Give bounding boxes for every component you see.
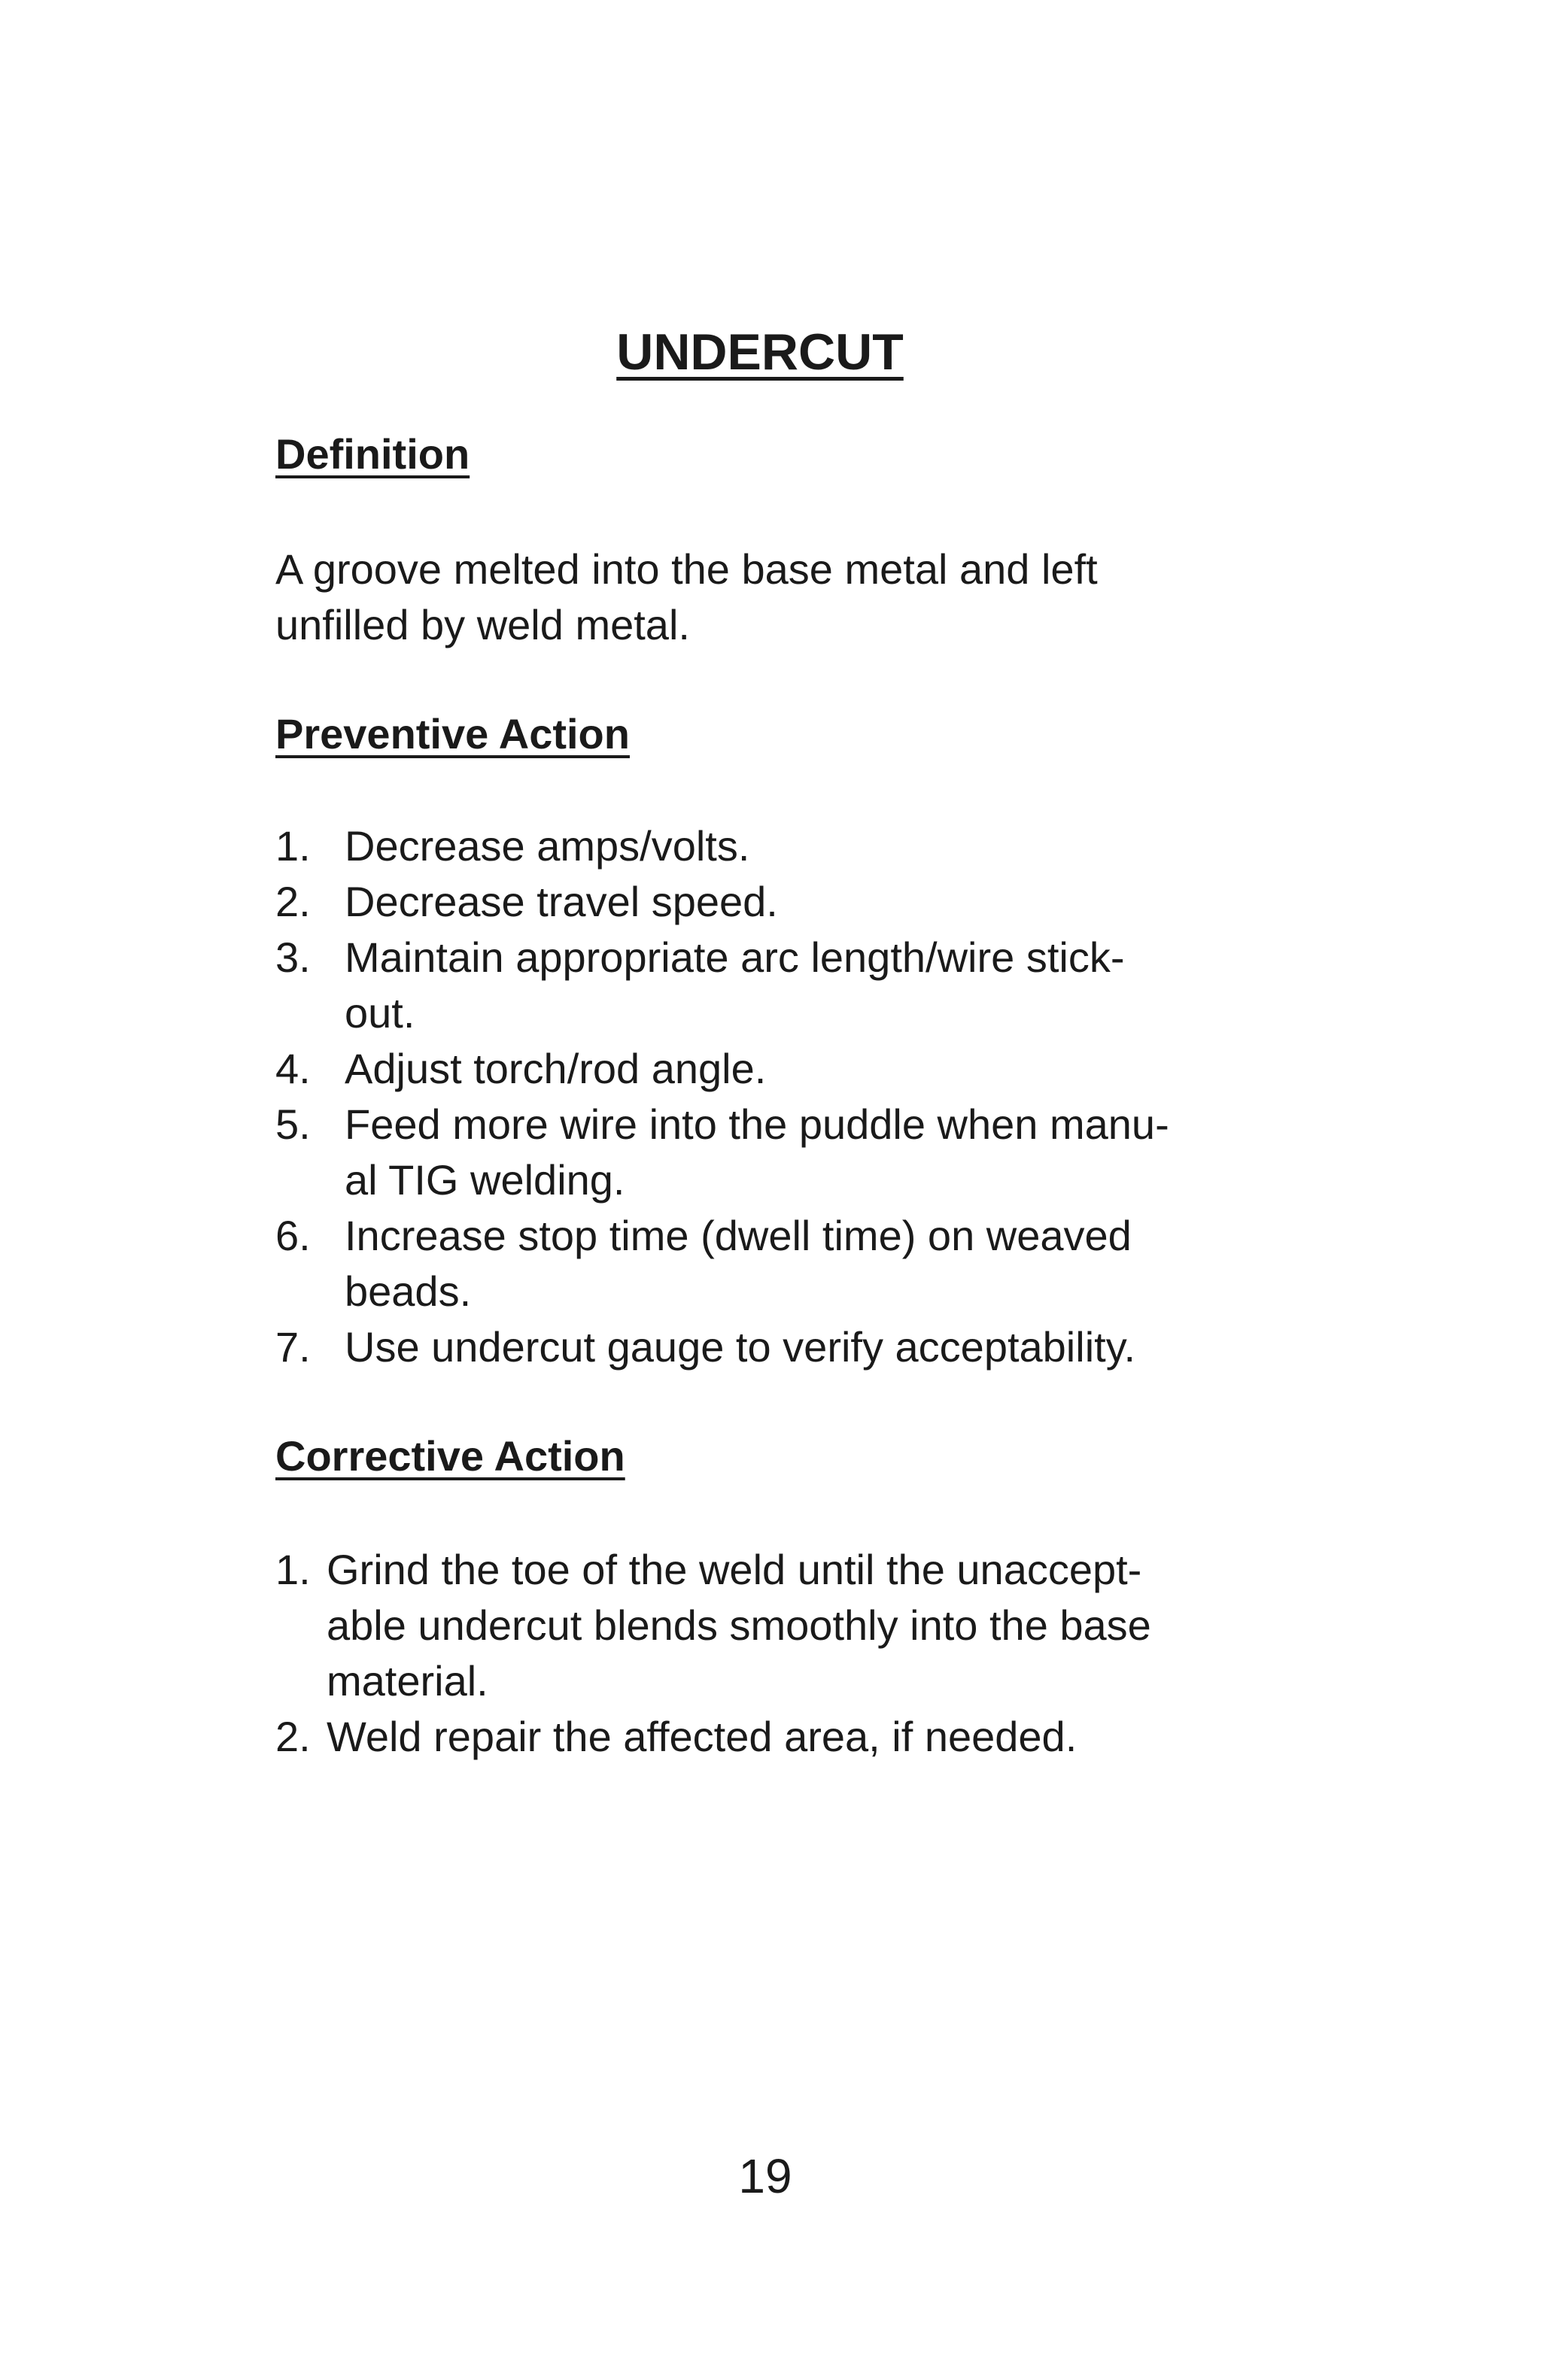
definition-line: A groove melted into the base metal and left [275,545,1098,593]
list-item [275,1319,1284,1375]
list-item-text: Feed more wire into the puddle when manu- al TIG welding. [345,1100,1169,1204]
list-item-number: 1. [275,1546,311,1593]
list-item-number: 2. [275,878,311,925]
list-item [275,1208,1284,1319]
list-item [275,1041,1284,1097]
preventive-action-list [275,818,1284,1375]
corrective-action-heading: Corrective Action [275,1432,625,1480]
list-item [275,1709,1284,1765]
list-item-text: Use undercut gauge to verify acceptability. [345,1323,1136,1371]
list-item [275,874,1284,930]
list-item [275,930,1284,1041]
list-item-text: Weld repair the affected area, if needed. [327,1713,1077,1760]
list-item-number: 7. [275,1323,311,1371]
list-item-text: Decrease amps/volts. [345,822,750,870]
list-item [275,818,1284,874]
list-item [275,1097,1284,1208]
page-number: 19 [738,2149,792,2203]
preventive-action-heading: Preventive Action [275,710,630,757]
list-item-text: Adjust torch/rod angle. [345,1045,767,1092]
list-item-number: 1. [275,822,311,870]
list-item-text: Decrease travel speed. [345,878,778,925]
list-item-text: Maintain appropriate arc length/wire stick- out. [345,933,1125,1037]
definition-line: unfilled by weld metal. [275,601,690,648]
list-item-number: 5. [275,1100,311,1148]
list-item-number: 4. [275,1045,311,1092]
list-item-number: 3. [275,933,311,981]
page-title: UNDERCUT [616,323,904,381]
definition-text [275,542,1254,653]
list-item-text: Increase stop time (dwell time) on weaved beads. [345,1212,1132,1315]
list-item [275,1542,1284,1709]
list-item-number: 2. [275,1713,311,1760]
definition-heading: Definition [275,430,470,478]
list-item-number: 6. [275,1212,311,1259]
list-item-text: Grind the toe of the weld until the unaccept- able undercut blends smoothly into the base material. [327,1546,1151,1705]
corrective-action-list [275,1542,1284,1765]
